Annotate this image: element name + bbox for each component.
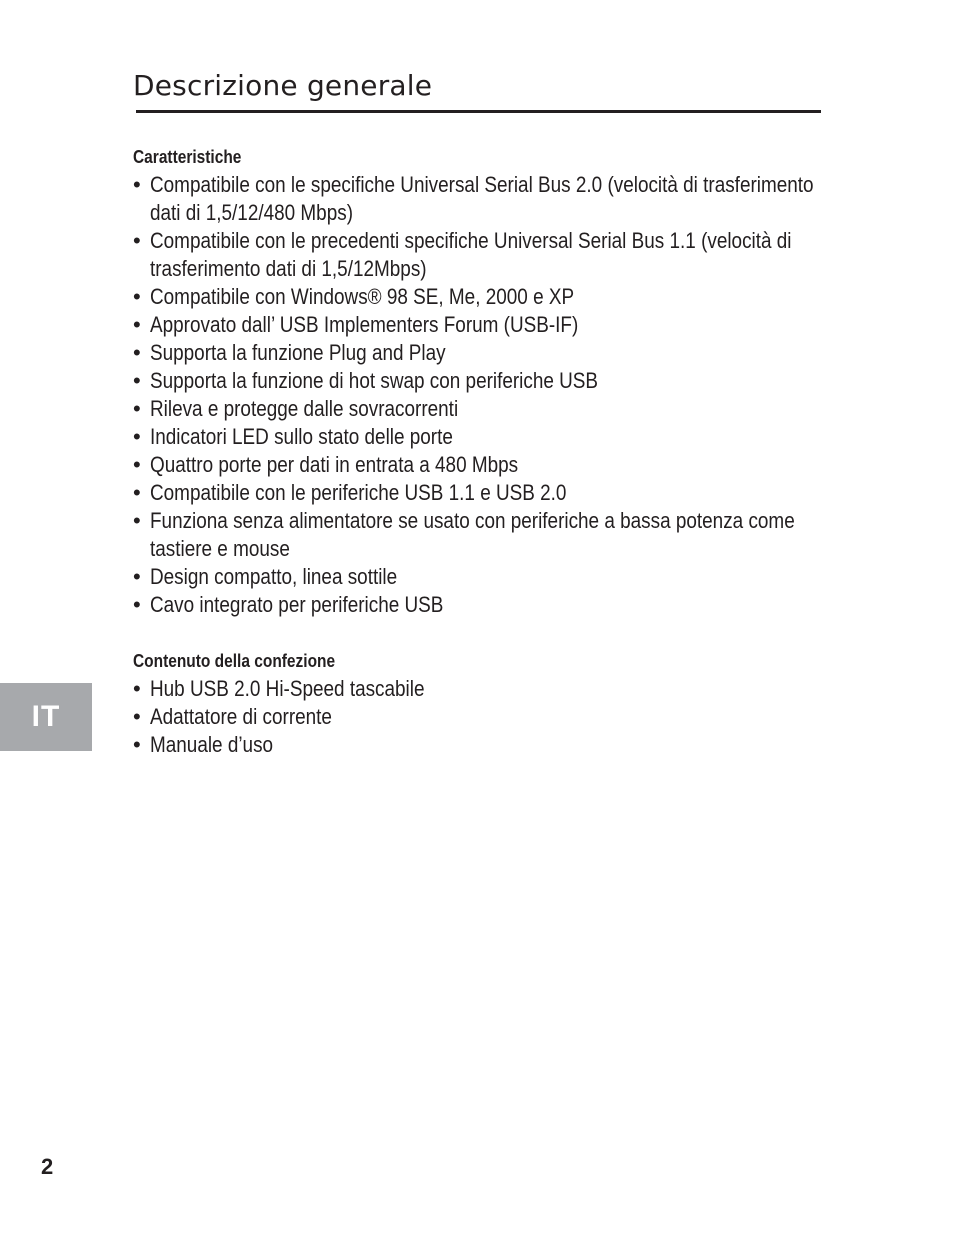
- bullet-icon: •: [133, 424, 141, 449]
- package-item-text: Adattatore di corrente: [150, 704, 332, 729]
- bullet-icon: •: [133, 676, 141, 701]
- feature-text: Compatibile con le specifiche Universal Serial Bus 2.0 (velocità di trasferimento dati di 1,5/12/480 Mbps): [150, 172, 814, 225]
- package-contents-list: [133, 675, 823, 759]
- feature-text: Funziona senza alimentatore se usato con periferiche a bassa potenza come tastiere e mouse: [150, 508, 795, 561]
- bullet-icon: •: [133, 368, 141, 393]
- feature-text: Quattro porte per dati in entrata a 480 Mbps: [150, 452, 519, 477]
- feature-item: [133, 171, 823, 227]
- bullet-icon: •: [133, 452, 141, 477]
- bullet-icon: •: [133, 564, 141, 589]
- features-heading: Caratteristiche: [133, 147, 242, 167]
- package-item: [133, 675, 823, 703]
- feature-text: Supporta la funzione Plug and Play: [150, 340, 446, 365]
- bullet-icon: •: [133, 340, 141, 365]
- package-item-text: Manuale d’uso: [150, 732, 274, 757]
- package-item-text: Hub USB 2.0 Hi-Speed tascabile: [150, 676, 425, 701]
- bullet-icon: •: [133, 396, 141, 421]
- feature-item: [133, 367, 823, 395]
- features-list: [133, 171, 823, 619]
- package-item: [133, 731, 823, 759]
- feature-text: Design compatto, linea sottile: [150, 564, 398, 589]
- feature-item: [133, 479, 823, 507]
- feature-item: [133, 563, 823, 591]
- language-tab-label: IT: [31, 700, 61, 733]
- feature-item: [133, 311, 823, 339]
- package-item: [133, 703, 823, 731]
- bullet-icon: •: [133, 704, 141, 729]
- feature-text: Indicatori LED sullo stato delle porte: [150, 424, 453, 449]
- bullet-icon: •: [133, 172, 141, 197]
- bullet-icon: •: [133, 508, 141, 533]
- language-tab: [0, 683, 92, 751]
- bullet-icon: •: [133, 228, 141, 253]
- package-contents-section: [133, 647, 823, 759]
- page-title: Descrizione generale: [133, 69, 433, 102]
- bullet-icon: •: [133, 592, 141, 617]
- feature-item: [133, 423, 823, 451]
- feature-text: Approvato dall’ USB Implementers Forum (USB-IF): [150, 312, 579, 337]
- feature-text: Compatibile con le precedenti specifiche Universal Serial Bus 1.1 (velocità di trasferimento dati di 1,5/12Mbps): [150, 228, 792, 281]
- feature-item: [133, 451, 823, 479]
- bullet-icon: •: [133, 284, 141, 309]
- feature-text: Compatibile con le periferiche USB 1.1 e USB 2.0: [150, 480, 567, 505]
- feature-item: [133, 591, 823, 619]
- feature-item: [133, 395, 823, 423]
- feature-text: Cavo integrato per periferiche USB: [150, 592, 444, 617]
- feature-item: [133, 339, 823, 367]
- feature-item: [133, 227, 823, 283]
- page-number: 2: [41, 1154, 54, 1179]
- feature-text: Rileva e protegge dalle sovracorrenti: [150, 396, 459, 421]
- bullet-icon: •: [133, 480, 141, 505]
- bullet-icon: •: [133, 732, 141, 757]
- feature-text: Supporta la funzione di hot swap con periferiche USB: [150, 368, 599, 393]
- features-section: [133, 143, 823, 619]
- feature-item: [133, 283, 823, 311]
- title-divider: [136, 110, 821, 113]
- package-contents-heading: Contenuto della confezione: [133, 651, 336, 671]
- feature-item: [133, 507, 823, 563]
- bullet-icon: •: [133, 312, 141, 337]
- feature-text: Compatibile con Windows® 98 SE, Me, 2000 e XP: [150, 284, 575, 309]
